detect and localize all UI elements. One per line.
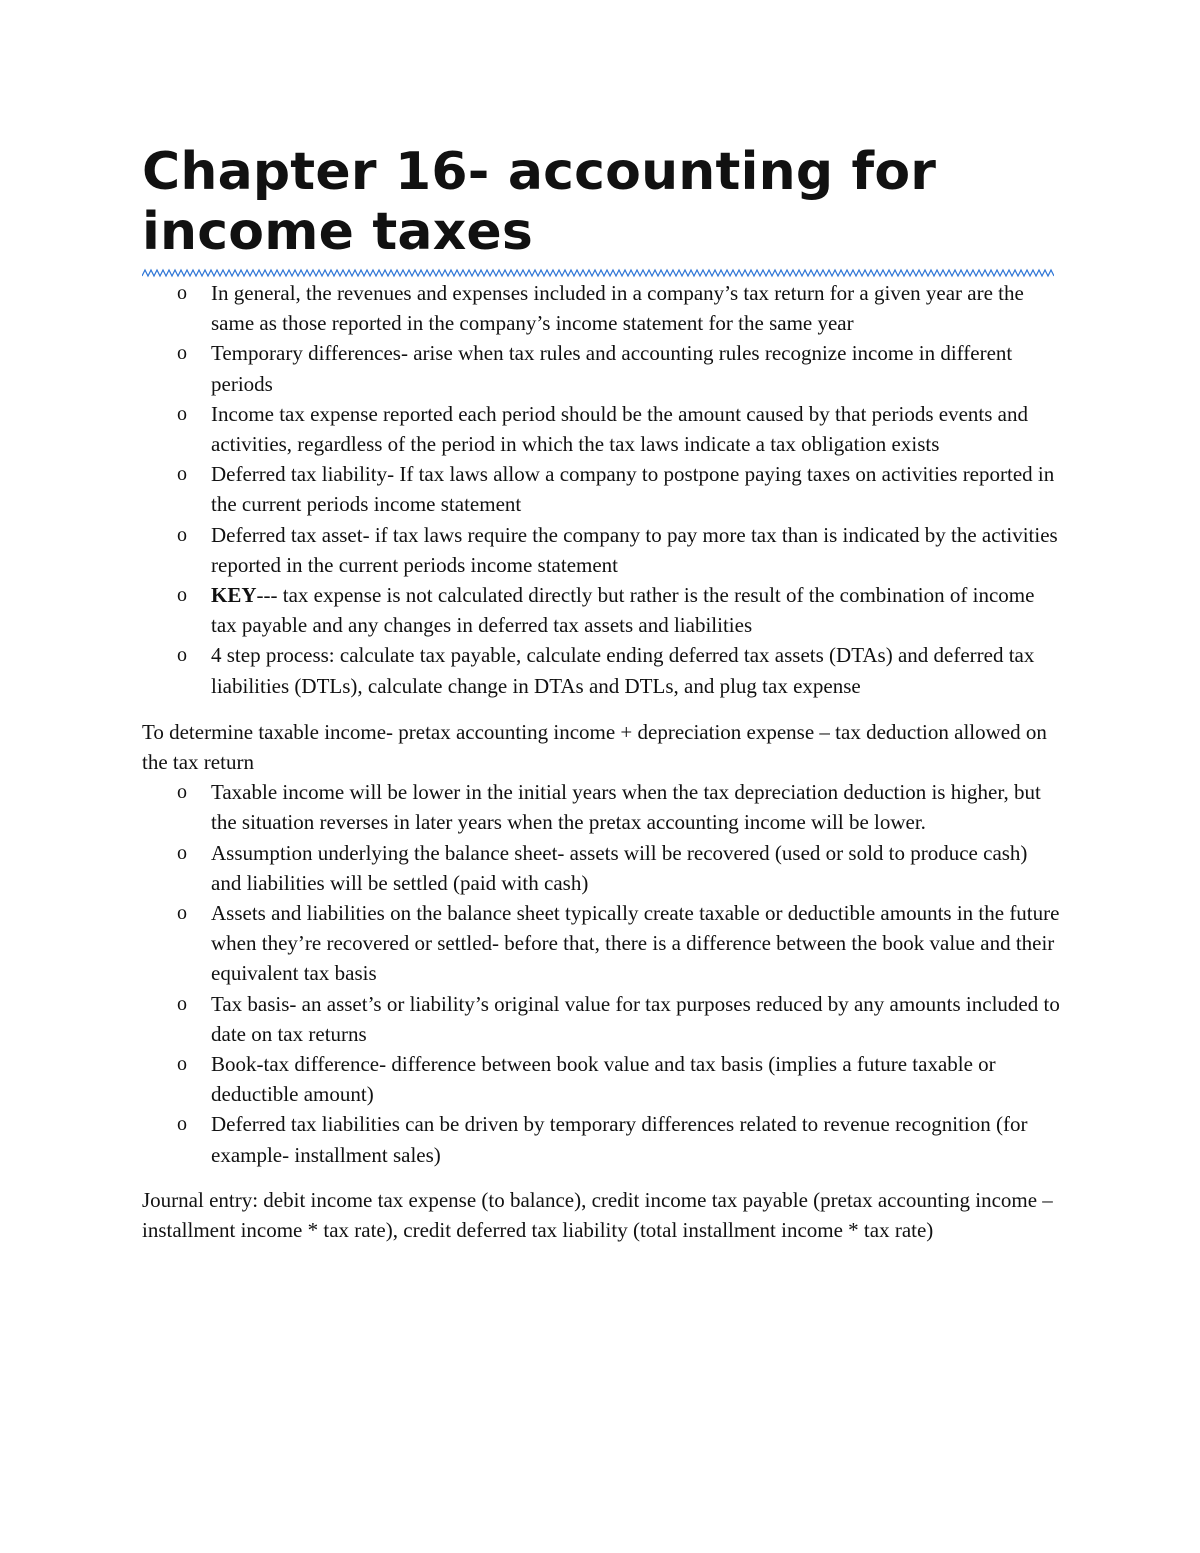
list-item-text: Temporary differences- arise when tax rules and accounting rules recognize income in different periods xyxy=(211,341,1013,396)
list-item xyxy=(142,640,1062,700)
list-item xyxy=(142,520,1062,580)
list-item xyxy=(142,399,1062,459)
document-title: Chapter 16- accounting for income taxes xyxy=(142,142,937,262)
bullet-marker: o xyxy=(177,523,187,546)
bullet-marker: o xyxy=(177,463,187,486)
document-page xyxy=(142,142,1062,1245)
list-item-text: Book-tax difference- difference between book value and tax basis (implies a future taxable or deductible amount) xyxy=(211,1052,996,1107)
key-label: KEY xyxy=(211,583,257,608)
list-item-text: Assets and liabilities on the balance sheet typically create taxable or deductible amounts in the future when they’re recovered or settled- before that, there is a difference between the book value and their equivalent tax basis xyxy=(211,901,1060,986)
list-item xyxy=(142,1049,1062,1109)
list-item xyxy=(142,338,1062,398)
list-item-text: Deferred tax liabilities can be driven by temporary differences related to revenue recognition (for example- installment sales) xyxy=(211,1112,1028,1167)
bullet-list-2 xyxy=(142,777,1062,1170)
paragraph-taxable-income: To determine taxable income- pretax accounting income + depreciation expense – tax deduction allowed on the tax return xyxy=(142,719,1047,775)
list-item xyxy=(142,989,1062,1049)
spellcheck-underline xyxy=(142,268,1054,278)
list-item-text: Taxable income will be lower in the initial years when the tax depreciation deduction is higher, but the situation reverses in later years when the pretax accounting income will be lower. xyxy=(211,780,1041,835)
list-item xyxy=(142,459,1062,519)
list-item-text: Income tax expense reported each period should be the amount caused by that periods events and activities, regardless of the period in which the tax laws indicate a tax obligation exists xyxy=(211,401,1028,457)
bullet-list-1 xyxy=(142,278,1062,701)
list-item-text: Deferred tax asset- if tax laws require the company to pay more tax than is indicated by the activities reported in the current periods income statement xyxy=(211,522,1058,577)
list-item xyxy=(142,278,1062,338)
bullet-marker: o xyxy=(177,402,187,425)
bullet-marker: o xyxy=(177,644,187,667)
bullet-marker: o xyxy=(177,992,187,1015)
bullet-marker: o xyxy=(177,841,187,864)
bullet-marker: o xyxy=(177,781,187,804)
list-item-text: Tax basis- an asset’s or liability’s original value for tax purposes reduced by any amounts included to date on tax returns xyxy=(211,991,1060,1046)
list-item-text: --- tax expense is not calculated directly but rather is the result of the combination of income tax payable and any changes in deferred tax assets and liabilities xyxy=(211,583,1035,638)
list-item xyxy=(142,1109,1062,1169)
paragraph-journal-entry: Journal entry: debit income tax expense (to balance), credit income tax payable (pretax accounting income – installment income * tax rate), credit deferred tax liability (total installment income * tax rate) xyxy=(142,1187,1053,1243)
bullet-marker: o xyxy=(177,584,187,607)
list-item-text: 4 step process: calculate tax payable, calculate ending deferred tax assets (DTAs) and deferred tax liabilities (DTLs), calculate change in DTAs and DTLs, and plug tax expense xyxy=(211,643,1035,698)
bullet-marker: o xyxy=(177,1053,187,1076)
wavy-underline-path xyxy=(142,270,1054,276)
list-item xyxy=(142,777,1062,837)
list-item xyxy=(142,898,1062,989)
bullet-marker: o xyxy=(177,902,187,925)
bullet-marker: o xyxy=(177,282,187,304)
bullet-marker: o xyxy=(177,342,187,365)
list-item-key xyxy=(142,580,1062,640)
bullet-marker: o xyxy=(177,1113,187,1136)
list-item xyxy=(142,838,1062,898)
list-item-text: In general, the revenues and expenses included in a company’s tax return for a given year are the same as those reported in the company’s income statement for the same year xyxy=(211,281,1024,336)
list-item-text: Assumption underlying the balance sheet- assets will be recovered (used or sold to produce cash) and liabilities will be settled (paid with cash) xyxy=(211,840,1028,895)
list-item-text: Deferred tax liability- If tax laws allow a company to postpone paying taxes on activities reported in the current periods income statement xyxy=(211,462,1055,517)
